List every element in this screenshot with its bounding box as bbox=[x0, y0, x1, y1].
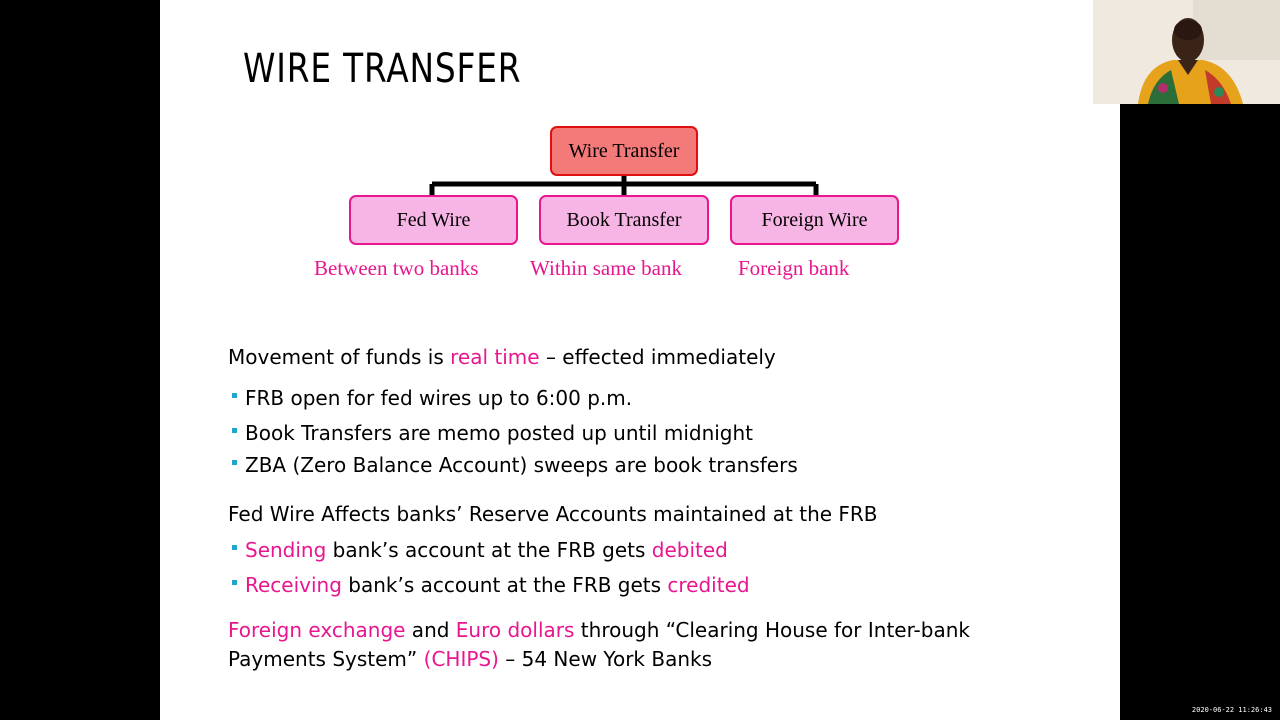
text-segment: through “Clearing House for Inter-bank bbox=[574, 618, 970, 642]
text-segment: and bbox=[405, 618, 456, 642]
highlight-chips: (CHIPS) bbox=[423, 647, 499, 671]
bullet-book-transfers bbox=[232, 421, 753, 445]
bullet-marker bbox=[232, 545, 237, 550]
caption-fed-wire: Between two banks bbox=[314, 256, 479, 280]
diagram-node-label: Book Transfer bbox=[566, 208, 682, 231]
diagram-root-node bbox=[550, 126, 698, 176]
presentation-slide bbox=[160, 0, 1120, 720]
diagram-node-fed-wire bbox=[349, 195, 518, 245]
bullet-zba bbox=[232, 453, 798, 477]
bullet-text: FRB open for fed wires up to 6:00 p.m. bbox=[245, 386, 633, 410]
text-line-movement bbox=[228, 345, 776, 369]
text-segment: Payments System” bbox=[228, 647, 424, 671]
highlight-receiving: Receiving bbox=[245, 573, 342, 597]
text-segment: – 54 New York Banks bbox=[498, 647, 713, 671]
diagram-node-label: Fed Wire bbox=[396, 208, 471, 231]
text-line-fed-wire: Fed Wire Affects banks’ Reserve Accounts maintained at the FRB bbox=[228, 502, 878, 526]
highlight-credited: credited bbox=[667, 573, 750, 597]
diagram-node-book-transfer bbox=[539, 195, 709, 245]
text-segment: bank’s account at the FRB gets bbox=[326, 538, 652, 562]
highlight-sending: Sending bbox=[245, 538, 327, 562]
text-line-chips bbox=[228, 647, 712, 671]
bullet-marker bbox=[232, 580, 237, 585]
presenter-webcam bbox=[1093, 0, 1280, 104]
text-line-foreign-exchange bbox=[228, 618, 970, 642]
bullet-frb-open bbox=[232, 386, 632, 410]
highlight-foreign-exchange: Foreign exchange bbox=[228, 618, 406, 642]
diagram-node-label: Foreign Wire bbox=[761, 208, 868, 231]
bullet-marker bbox=[232, 428, 237, 433]
text-segment: Movement of funds is bbox=[228, 345, 451, 369]
caption-foreign-wire: Foreign bank bbox=[738, 256, 850, 280]
highlight-euro-dollars: Euro dollars bbox=[455, 618, 575, 642]
bullet-text: ZBA (Zero Balance Account) sweeps are book transfers bbox=[245, 453, 798, 477]
highlight-real-time: real time bbox=[450, 345, 540, 369]
caption-book-transfer: Within same bank bbox=[530, 256, 682, 280]
highlight-debited: debited bbox=[651, 538, 728, 562]
bullet-text: Book Transfers are memo posted up until midnight bbox=[245, 421, 754, 445]
bullet-sending bbox=[232, 538, 728, 562]
bullet-marker bbox=[232, 393, 237, 398]
bullet-marker bbox=[232, 460, 237, 465]
presenter-image bbox=[1093, 0, 1280, 104]
slide-title: WIRE TRANSFER bbox=[243, 46, 522, 92]
bullet-receiving bbox=[232, 573, 750, 597]
diagram-root-label: Wire Transfer bbox=[568, 139, 680, 162]
diagram-node-foreign-wire bbox=[730, 195, 899, 245]
recording-timestamp: 2020-06-22 11:26:43 bbox=[1191, 706, 1272, 714]
text-segment: – effected immediately bbox=[539, 345, 776, 369]
text-segment: bank’s account at the FRB gets bbox=[341, 573, 668, 597]
